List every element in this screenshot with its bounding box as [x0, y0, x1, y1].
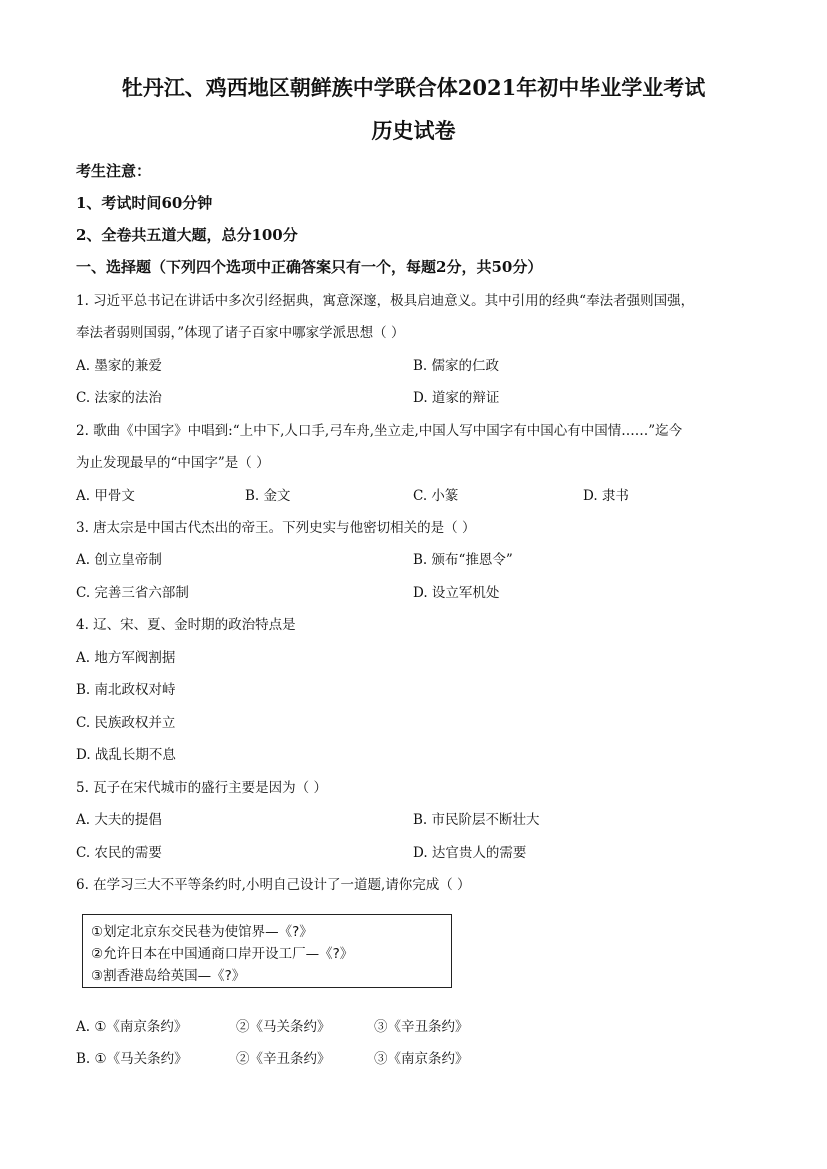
question-2-option-d: D. 隶书	[583, 488, 629, 504]
question-6-option-a-part1: A. ①《南京条约》	[76, 1019, 188, 1035]
notice-item-time: 1、考试时间60分钟	[76, 194, 213, 212]
section-heading-choice: 一、选择题（下列四个选项中正确答案只有一个，每题2分，共50分）	[76, 258, 543, 276]
question-3-stem: 3. 唐太宗是中国古代杰出的帝王。下列史实与他密切相关的是（ ）	[76, 520, 476, 536]
question-2-stem-line1: 2. 歌曲《中国字》中唱到:“上中下,人口手,弓车舟,坐立走,中国人写中国字有中国心有中国情……”迄今	[76, 423, 683, 439]
exam-subtitle: 历史试卷	[371, 118, 456, 143]
question-6-option-a-part3: ③《辛丑条约》	[374, 1019, 469, 1035]
question-6-stem: 6. 在学习三大不平等条约时,小明自己设计了一道题,请你完成（ ）	[76, 877, 471, 893]
question-4-stem: 4. 辽、宋、夏、金时期的政治特点是	[76, 617, 296, 633]
prompt-box-line-1: ①划定北京东交民巷为使馆界—《?》	[91, 924, 313, 940]
question-6-option-b-part1: B. ①《马关条约》	[76, 1051, 188, 1067]
question-4-option-b: B. 南北政权对峙	[76, 682, 176, 698]
question-6-option-b-part3: ③《南京条约》	[374, 1051, 469, 1067]
question-3-option-c: C. 完善三省六部制	[76, 585, 189, 601]
notice-heading: 考生注意：	[76, 162, 152, 180]
question-6-prompt-box	[82, 914, 452, 988]
question-1-option-b: B. 儒家的仁政	[413, 358, 500, 374]
question-4-option-d: D. 战乱长期不息	[76, 747, 176, 763]
question-6-option-a-part2: ②《马关条约》	[236, 1019, 331, 1035]
question-1-option-d: D. 道家的辩证	[413, 390, 500, 406]
question-5-option-a: A. 大夫的提倡	[76, 812, 162, 828]
question-4-option-a: A. 地方军阀割据	[76, 650, 176, 666]
question-2-option-c: C. 小篆	[413, 488, 459, 504]
prompt-box-line-3: ③割香港岛给英国—《?》	[91, 968, 246, 984]
exam-title: 牡丹江、鸡西地区朝鲜族中学联合体2021年初中毕业学业考试	[121, 75, 706, 100]
question-1-stem-line1: 1. 习近平总书记在讲话中多次引经据典，寓意深邃，极具启迪意义。其中引用的经典“奉法者强则国强，	[76, 293, 695, 309]
question-5-option-b: B. 市民阶层不断壮大	[413, 812, 540, 828]
question-5-stem: 5. 瓦子在宋代城市的盛行主要是因为（ ）	[76, 780, 327, 796]
question-1-option-a: A. 墨家的兼爱	[76, 358, 162, 374]
question-6-option-b-part2: ②《辛丑条约》	[236, 1051, 331, 1067]
question-5-option-d: D. 达官贵人的需要	[413, 845, 527, 861]
notice-item-score: 2、全卷共五道大题，总分100分	[76, 226, 298, 244]
question-3-option-a: A. 创立皇帝制	[76, 552, 162, 568]
question-3-option-d: D. 设立军机处	[413, 585, 500, 601]
question-1-stem-line2: 奉法者弱则国弱，”体现了诸子百家中哪家学派思想（ ）	[76, 325, 405, 341]
question-2-option-a: A. 甲骨文	[76, 488, 135, 504]
question-3-option-b: B. 颁布“推恩令”	[413, 552, 513, 568]
question-2-option-b: B. 金文	[245, 488, 291, 504]
question-4-option-c: C. 民族政权并立	[76, 715, 176, 731]
question-1-option-c: C. 法家的法治	[76, 390, 162, 406]
prompt-box-line-2: ②允许日本在中国通商口岸开设工厂—《?》	[91, 946, 354, 962]
question-5-option-c: C. 农民的需要	[76, 845, 162, 861]
question-2-stem-line2: 为止发现最早的“中国字”是（ ）	[76, 455, 270, 471]
